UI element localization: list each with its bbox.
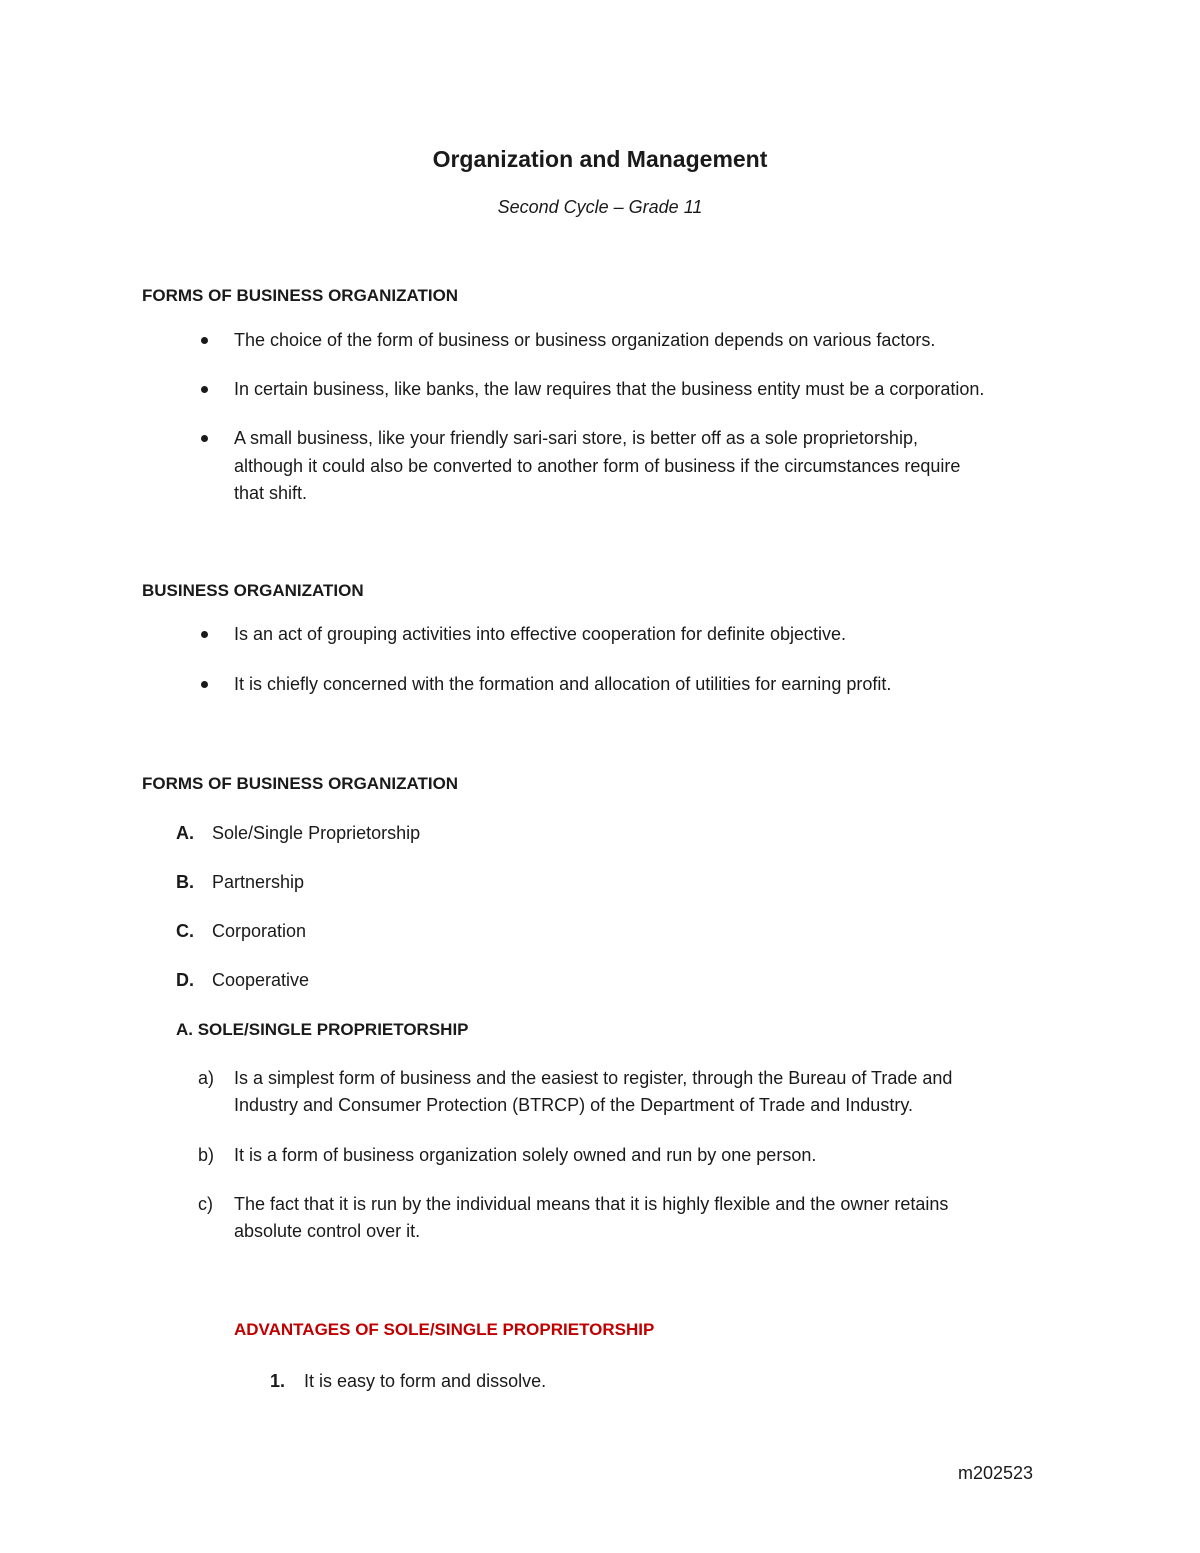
list-marker: 1. [270,1371,286,1391]
bullet-icon [201,681,208,688]
list-marker: C. [176,921,194,941]
list-item: Corporation [212,921,307,941]
bullet-text-continued: that shift. [234,483,308,503]
list-marker: B. [176,872,194,892]
list-item: Partnership [212,872,305,892]
bullet-text: It is chiefly concerned with the formation and allocation of utilities for earning profit. [234,674,892,694]
bullet-icon [201,435,208,442]
list-marker: A. [176,823,194,843]
list-marker: b) [198,1145,215,1165]
section-heading-forms-list: FORMS OF BUSINESS ORGANIZATION [142,774,459,793]
list-marker: a) [198,1068,215,1088]
bullet-text: In certain business, like banks, the law requires that the business entity must be a corporation. [234,379,985,399]
section-heading-business-organization: BUSINESS ORGANIZATION [142,581,364,600]
list-item-continued: absolute control over it. [234,1221,421,1241]
list-item: Sole/Single Proprietorship [212,823,421,843]
bullet-text-continued: although it could also be converted to another form of business if the circumstances require [234,456,961,476]
list-item: Cooperative [212,970,310,990]
document-subtitle: Second Cycle – Grade 11 [497,197,703,217]
section-heading-sole-proprietorship: A. SOLE/SINGLE PROPRIETORSHIP [176,1020,469,1039]
bullet-text: A small business, like your friendly sari-sari store, is better off as a sole proprietorship, [234,428,918,448]
footer-code: m202523 [958,1463,1034,1483]
list-marker: D. [176,970,194,990]
list-item: Is a simplest form of business and the easiest to register, through the Bureau of Trade and [234,1068,953,1088]
bullet-icon [201,386,208,393]
bullet-text: The choice of the form of business or business organization depends on various factors. [234,330,936,350]
list-item-continued: Industry and Consumer Protection (BTRCP) of the Department of Trade and Industry. [234,1095,913,1115]
list-item: It is easy to form and dissolve. [304,1371,547,1391]
bullet-icon [201,337,208,344]
bullet-icon [201,631,208,638]
list-item: It is a form of business organization solely owned and run by one person. [234,1145,817,1165]
section-heading-forms: FORMS OF BUSINESS ORGANIZATION [142,286,459,305]
list-item: The fact that it is run by the individual means that it is highly flexible and the owner retains [234,1194,949,1214]
advantages-heading: ADVANTAGES OF SOLE/SINGLE PROPRIETORSHIP [234,1320,655,1339]
document-title: Organization and Management [432,146,768,172]
list-marker: c) [198,1194,213,1214]
bullet-text: Is an act of grouping activities into effective cooperation for definite objective. [234,624,847,644]
